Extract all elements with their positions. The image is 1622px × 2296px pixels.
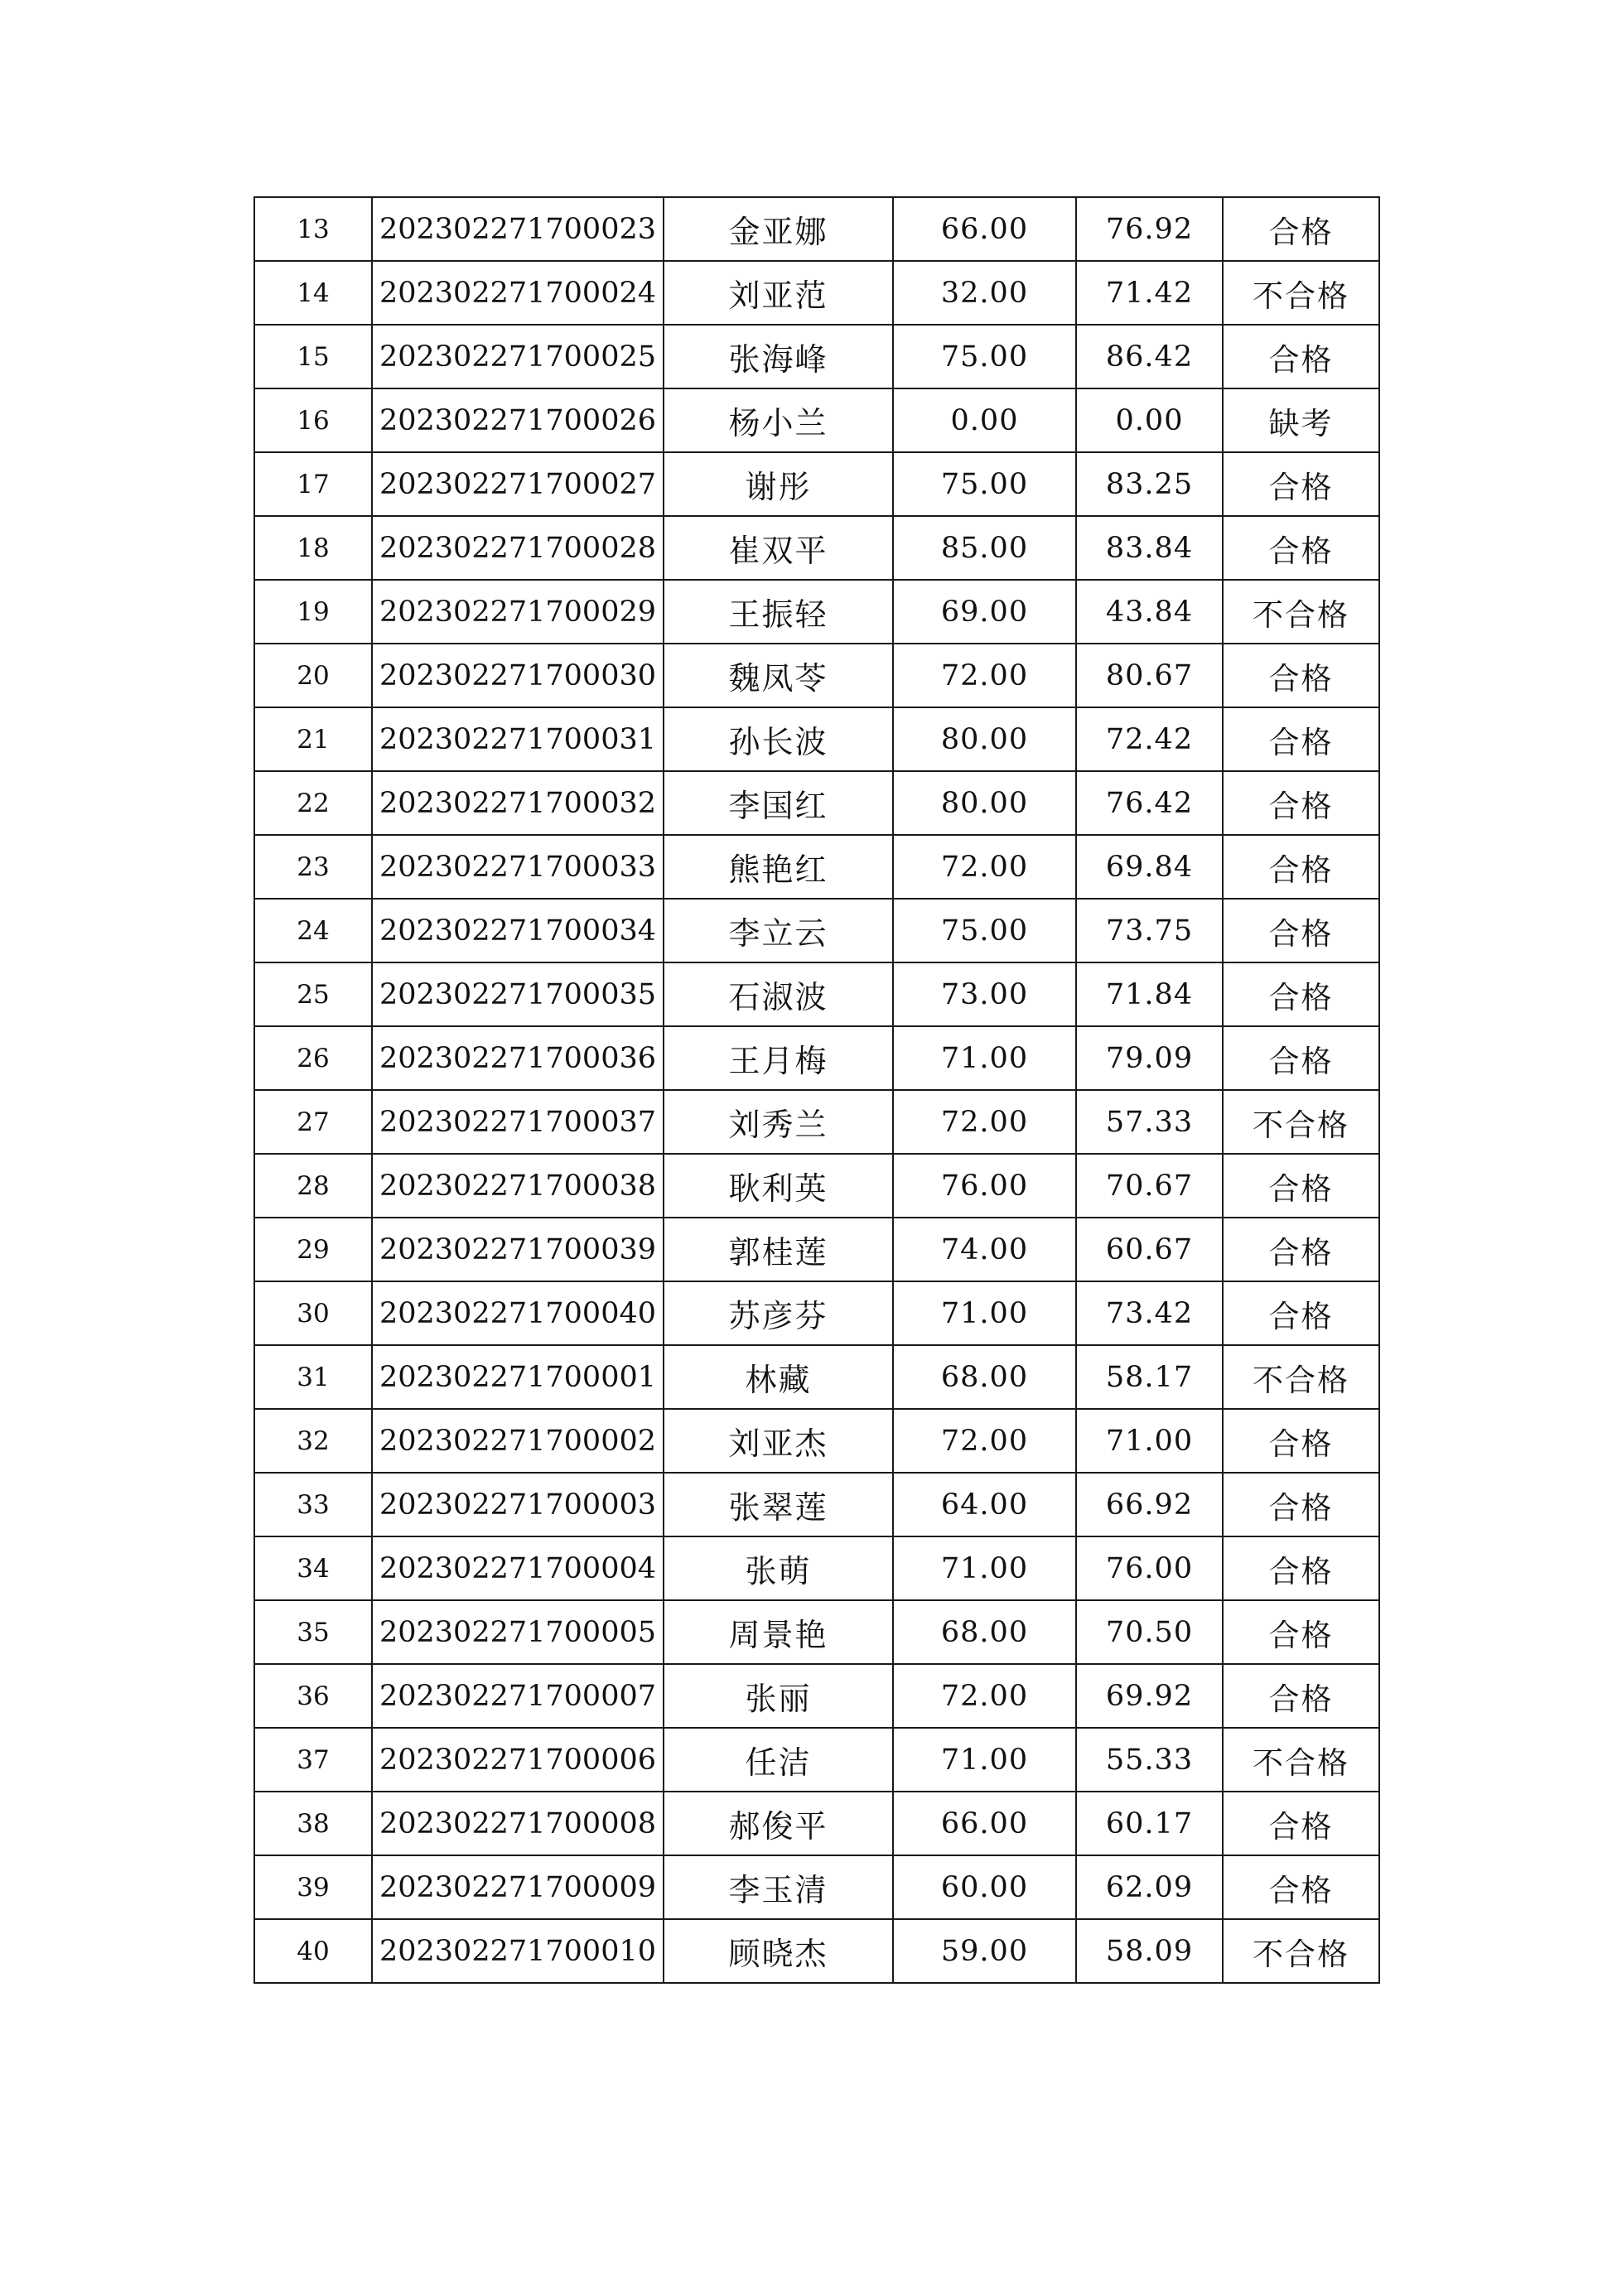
practical-score-cell: 76.00 bbox=[1076, 1536, 1223, 1600]
row-index-cell: 35 bbox=[254, 1600, 372, 1664]
candidate-name-cell: 张海峰 bbox=[664, 325, 893, 388]
exam-id-cell: 202302271700039 bbox=[372, 1218, 664, 1281]
table-row bbox=[254, 771, 1379, 835]
written-score-cell: 71.00 bbox=[893, 1728, 1076, 1792]
exam-id-cell: 202302271700025 bbox=[372, 325, 664, 388]
exam-id-cell: 202302271700032 bbox=[372, 771, 664, 835]
table-row bbox=[254, 1409, 1379, 1473]
exam-id-cell: 202302271700023 bbox=[372, 197, 664, 261]
row-index-cell: 14 bbox=[254, 261, 372, 325]
written-score-cell: 80.00 bbox=[893, 771, 1076, 835]
written-score-cell: 32.00 bbox=[893, 261, 1076, 325]
table-row bbox=[254, 261, 1379, 325]
row-index-cell: 32 bbox=[254, 1409, 372, 1473]
table-row bbox=[254, 707, 1379, 771]
candidate-name-cell: 魏凤苓 bbox=[664, 644, 893, 707]
row-index-cell: 30 bbox=[254, 1281, 372, 1345]
exam-id-cell: 202302271700024 bbox=[372, 261, 664, 325]
table-row bbox=[254, 835, 1379, 899]
row-index-cell: 34 bbox=[254, 1536, 372, 1600]
candidate-name-cell: 刘亚范 bbox=[664, 261, 893, 325]
result-cell: 合格 bbox=[1223, 1026, 1379, 1090]
table-row bbox=[254, 644, 1379, 707]
candidate-name-cell: 林藏 bbox=[664, 1345, 893, 1409]
practical-score-cell: 86.42 bbox=[1076, 325, 1223, 388]
practical-score-cell: 0.00 bbox=[1076, 388, 1223, 452]
result-cell: 合格 bbox=[1223, 962, 1379, 1026]
written-score-cell: 71.00 bbox=[893, 1026, 1076, 1090]
practical-score-cell: 69.84 bbox=[1076, 835, 1223, 899]
row-index-cell: 31 bbox=[254, 1345, 372, 1409]
practical-score-cell: 60.67 bbox=[1076, 1218, 1223, 1281]
written-score-cell: 72.00 bbox=[893, 1090, 1076, 1154]
table-row bbox=[254, 1600, 1379, 1664]
written-score-cell: 64.00 bbox=[893, 1473, 1076, 1536]
candidate-name-cell: 熊艳红 bbox=[664, 835, 893, 899]
practical-score-cell: 71.00 bbox=[1076, 1409, 1223, 1473]
row-index-cell: 25 bbox=[254, 962, 372, 1026]
exam-id-cell: 202302271700028 bbox=[372, 516, 664, 580]
written-score-cell: 68.00 bbox=[893, 1600, 1076, 1664]
table-row bbox=[254, 1536, 1379, 1600]
written-score-cell: 72.00 bbox=[893, 1664, 1076, 1728]
row-index-cell: 33 bbox=[254, 1473, 372, 1536]
result-cell: 不合格 bbox=[1223, 1919, 1379, 1983]
table-row bbox=[254, 1728, 1379, 1792]
written-score-cell: 75.00 bbox=[893, 899, 1076, 962]
result-cell: 不合格 bbox=[1223, 1345, 1379, 1409]
table-row bbox=[254, 516, 1379, 580]
table-row bbox=[254, 452, 1379, 516]
practical-score-cell: 71.42 bbox=[1076, 261, 1223, 325]
result-cell: 合格 bbox=[1223, 899, 1379, 962]
table-body bbox=[254, 197, 1379, 1983]
written-score-cell: 72.00 bbox=[893, 835, 1076, 899]
result-cell: 不合格 bbox=[1223, 1090, 1379, 1154]
written-score-cell: 74.00 bbox=[893, 1218, 1076, 1281]
written-score-cell: 85.00 bbox=[893, 516, 1076, 580]
exam-id-cell: 202302271700038 bbox=[372, 1154, 664, 1218]
table-row bbox=[254, 1154, 1379, 1218]
result-cell: 合格 bbox=[1223, 325, 1379, 388]
table-row bbox=[254, 1345, 1379, 1409]
table-row bbox=[254, 197, 1379, 261]
results-table bbox=[253, 196, 1380, 1984]
practical-score-cell: 58.17 bbox=[1076, 1345, 1223, 1409]
candidate-name-cell: 张丽 bbox=[664, 1664, 893, 1728]
row-index-cell: 40 bbox=[254, 1919, 372, 1983]
candidate-name-cell: 杨小兰 bbox=[664, 388, 893, 452]
row-index-cell: 29 bbox=[254, 1218, 372, 1281]
exam-id-cell: 202302271700030 bbox=[372, 644, 664, 707]
written-score-cell: 75.00 bbox=[893, 452, 1076, 516]
result-cell: 不合格 bbox=[1223, 580, 1379, 644]
written-score-cell: 0.00 bbox=[893, 388, 1076, 452]
written-score-cell: 66.00 bbox=[893, 197, 1076, 261]
exam-id-cell: 202302271700033 bbox=[372, 835, 664, 899]
row-index-cell: 37 bbox=[254, 1728, 372, 1792]
practical-score-cell: 55.33 bbox=[1076, 1728, 1223, 1792]
candidate-name-cell: 王振轻 bbox=[664, 580, 893, 644]
result-cell: 合格 bbox=[1223, 1855, 1379, 1919]
candidate-name-cell: 金亚娜 bbox=[664, 197, 893, 261]
written-score-cell: 68.00 bbox=[893, 1345, 1076, 1409]
exam-id-cell: 202302271700026 bbox=[372, 388, 664, 452]
written-score-cell: 69.00 bbox=[893, 580, 1076, 644]
row-index-cell: 38 bbox=[254, 1792, 372, 1855]
row-index-cell: 26 bbox=[254, 1026, 372, 1090]
practical-score-cell: 76.42 bbox=[1076, 771, 1223, 835]
practical-score-cell: 79.09 bbox=[1076, 1026, 1223, 1090]
exam-id-cell: 202302271700010 bbox=[372, 1919, 664, 1983]
table-row bbox=[254, 1855, 1379, 1919]
row-index-cell: 22 bbox=[254, 771, 372, 835]
practical-score-cell: 83.25 bbox=[1076, 452, 1223, 516]
candidate-name-cell: 苏彦芬 bbox=[664, 1281, 893, 1345]
row-index-cell: 20 bbox=[254, 644, 372, 707]
result-cell: 合格 bbox=[1223, 1154, 1379, 1218]
result-cell: 合格 bbox=[1223, 1792, 1379, 1855]
written-score-cell: 76.00 bbox=[893, 1154, 1076, 1218]
exam-id-cell: 202302271700031 bbox=[372, 707, 664, 771]
practical-score-cell: 83.84 bbox=[1076, 516, 1223, 580]
candidate-name-cell: 李国红 bbox=[664, 771, 893, 835]
row-index-cell: 16 bbox=[254, 388, 372, 452]
row-index-cell: 17 bbox=[254, 452, 372, 516]
result-cell: 合格 bbox=[1223, 1281, 1379, 1345]
exam-id-cell: 202302271700001 bbox=[372, 1345, 664, 1409]
table-row bbox=[254, 325, 1379, 388]
written-score-cell: 71.00 bbox=[893, 1536, 1076, 1600]
candidate-name-cell: 刘亚杰 bbox=[664, 1409, 893, 1473]
exam-id-cell: 202302271700040 bbox=[372, 1281, 664, 1345]
row-index-cell: 19 bbox=[254, 580, 372, 644]
row-index-cell: 15 bbox=[254, 325, 372, 388]
practical-score-cell: 71.84 bbox=[1076, 962, 1223, 1026]
practical-score-cell: 69.92 bbox=[1076, 1664, 1223, 1728]
written-score-cell: 59.00 bbox=[893, 1919, 1076, 1983]
result-cell: 合格 bbox=[1223, 644, 1379, 707]
table-row bbox=[254, 1281, 1379, 1345]
table-row bbox=[254, 962, 1379, 1026]
row-index-cell: 21 bbox=[254, 707, 372, 771]
written-score-cell: 66.00 bbox=[893, 1792, 1076, 1855]
result-cell: 合格 bbox=[1223, 452, 1379, 516]
practical-score-cell: 70.50 bbox=[1076, 1600, 1223, 1664]
table-row bbox=[254, 1026, 1379, 1090]
written-score-cell: 75.00 bbox=[893, 325, 1076, 388]
result-cell: 合格 bbox=[1223, 516, 1379, 580]
row-index-cell: 24 bbox=[254, 899, 372, 962]
result-cell: 缺考 bbox=[1223, 388, 1379, 452]
candidate-name-cell: 刘秀兰 bbox=[664, 1090, 893, 1154]
practical-score-cell: 80.67 bbox=[1076, 644, 1223, 707]
result-cell: 不合格 bbox=[1223, 1728, 1379, 1792]
exam-id-cell: 202302271700034 bbox=[372, 899, 664, 962]
candidate-name-cell: 顾晓杰 bbox=[664, 1919, 893, 1983]
candidate-name-cell: 谢彤 bbox=[664, 452, 893, 516]
result-cell: 合格 bbox=[1223, 771, 1379, 835]
table-row bbox=[254, 899, 1379, 962]
practical-score-cell: 43.84 bbox=[1076, 580, 1223, 644]
exam-id-cell: 202302271700002 bbox=[372, 1409, 664, 1473]
result-cell: 合格 bbox=[1223, 707, 1379, 771]
exam-id-cell: 202302271700027 bbox=[372, 452, 664, 516]
practical-score-cell: 73.42 bbox=[1076, 1281, 1223, 1345]
practical-score-cell: 60.17 bbox=[1076, 1792, 1223, 1855]
candidate-name-cell: 李立云 bbox=[664, 899, 893, 962]
table-row bbox=[254, 1473, 1379, 1536]
row-index-cell: 36 bbox=[254, 1664, 372, 1728]
written-score-cell: 71.00 bbox=[893, 1281, 1076, 1345]
practical-score-cell: 62.09 bbox=[1076, 1855, 1223, 1919]
candidate-name-cell: 崔双平 bbox=[664, 516, 893, 580]
result-cell: 合格 bbox=[1223, 1664, 1379, 1728]
result-cell: 合格 bbox=[1223, 1536, 1379, 1600]
exam-id-cell: 202302271700037 bbox=[372, 1090, 664, 1154]
candidate-name-cell: 张翠莲 bbox=[664, 1473, 893, 1536]
table-row bbox=[254, 1792, 1379, 1855]
written-score-cell: 60.00 bbox=[893, 1855, 1076, 1919]
result-cell: 合格 bbox=[1223, 1473, 1379, 1536]
practical-score-cell: 57.33 bbox=[1076, 1090, 1223, 1154]
candidate-name-cell: 耿利英 bbox=[664, 1154, 893, 1218]
written-score-cell: 73.00 bbox=[893, 962, 1076, 1026]
result-cell: 合格 bbox=[1223, 835, 1379, 899]
candidate-name-cell: 李玉清 bbox=[664, 1855, 893, 1919]
table-row bbox=[254, 1218, 1379, 1281]
result-cell: 不合格 bbox=[1223, 261, 1379, 325]
exam-id-cell: 202302271700003 bbox=[372, 1473, 664, 1536]
result-cell: 合格 bbox=[1223, 1409, 1379, 1473]
exam-id-cell: 202302271700005 bbox=[372, 1600, 664, 1664]
candidate-name-cell: 张萌 bbox=[664, 1536, 893, 1600]
exam-id-cell: 202302271700035 bbox=[372, 962, 664, 1026]
table-row bbox=[254, 1664, 1379, 1728]
table-row bbox=[254, 1919, 1379, 1983]
candidate-name-cell: 石淑波 bbox=[664, 962, 893, 1026]
written-score-cell: 80.00 bbox=[893, 707, 1076, 771]
practical-score-cell: 70.67 bbox=[1076, 1154, 1223, 1218]
candidate-name-cell: 任洁 bbox=[664, 1728, 893, 1792]
result-cell: 合格 bbox=[1223, 1600, 1379, 1664]
practical-score-cell: 76.92 bbox=[1076, 197, 1223, 261]
result-cell: 合格 bbox=[1223, 197, 1379, 261]
exam-id-cell: 202302271700007 bbox=[372, 1664, 664, 1728]
exam-id-cell: 202302271700036 bbox=[372, 1026, 664, 1090]
exam-id-cell: 202302271700006 bbox=[372, 1728, 664, 1792]
row-index-cell: 28 bbox=[254, 1154, 372, 1218]
row-index-cell: 13 bbox=[254, 197, 372, 261]
candidate-name-cell: 周景艳 bbox=[664, 1600, 893, 1664]
candidate-name-cell: 郭桂莲 bbox=[664, 1218, 893, 1281]
row-index-cell: 27 bbox=[254, 1090, 372, 1154]
written-score-cell: 72.00 bbox=[893, 644, 1076, 707]
row-index-cell: 23 bbox=[254, 835, 372, 899]
exam-id-cell: 202302271700004 bbox=[372, 1536, 664, 1600]
candidate-name-cell: 郝俊平 bbox=[664, 1792, 893, 1855]
row-index-cell: 39 bbox=[254, 1855, 372, 1919]
candidate-name-cell: 王月梅 bbox=[664, 1026, 893, 1090]
table-row bbox=[254, 580, 1379, 644]
exam-id-cell: 202302271700009 bbox=[372, 1855, 664, 1919]
table-row bbox=[254, 1090, 1379, 1154]
row-index-cell: 18 bbox=[254, 516, 372, 580]
practical-score-cell: 58.09 bbox=[1076, 1919, 1223, 1983]
result-cell: 合格 bbox=[1223, 1218, 1379, 1281]
exam-id-cell: 202302271700008 bbox=[372, 1792, 664, 1855]
practical-score-cell: 73.75 bbox=[1076, 899, 1223, 962]
exam-id-cell: 202302271700029 bbox=[372, 580, 664, 644]
table-row bbox=[254, 388, 1379, 452]
candidate-name-cell: 孙长波 bbox=[664, 707, 893, 771]
written-score-cell: 72.00 bbox=[893, 1409, 1076, 1473]
practical-score-cell: 72.42 bbox=[1076, 707, 1223, 771]
practical-score-cell: 66.92 bbox=[1076, 1473, 1223, 1536]
